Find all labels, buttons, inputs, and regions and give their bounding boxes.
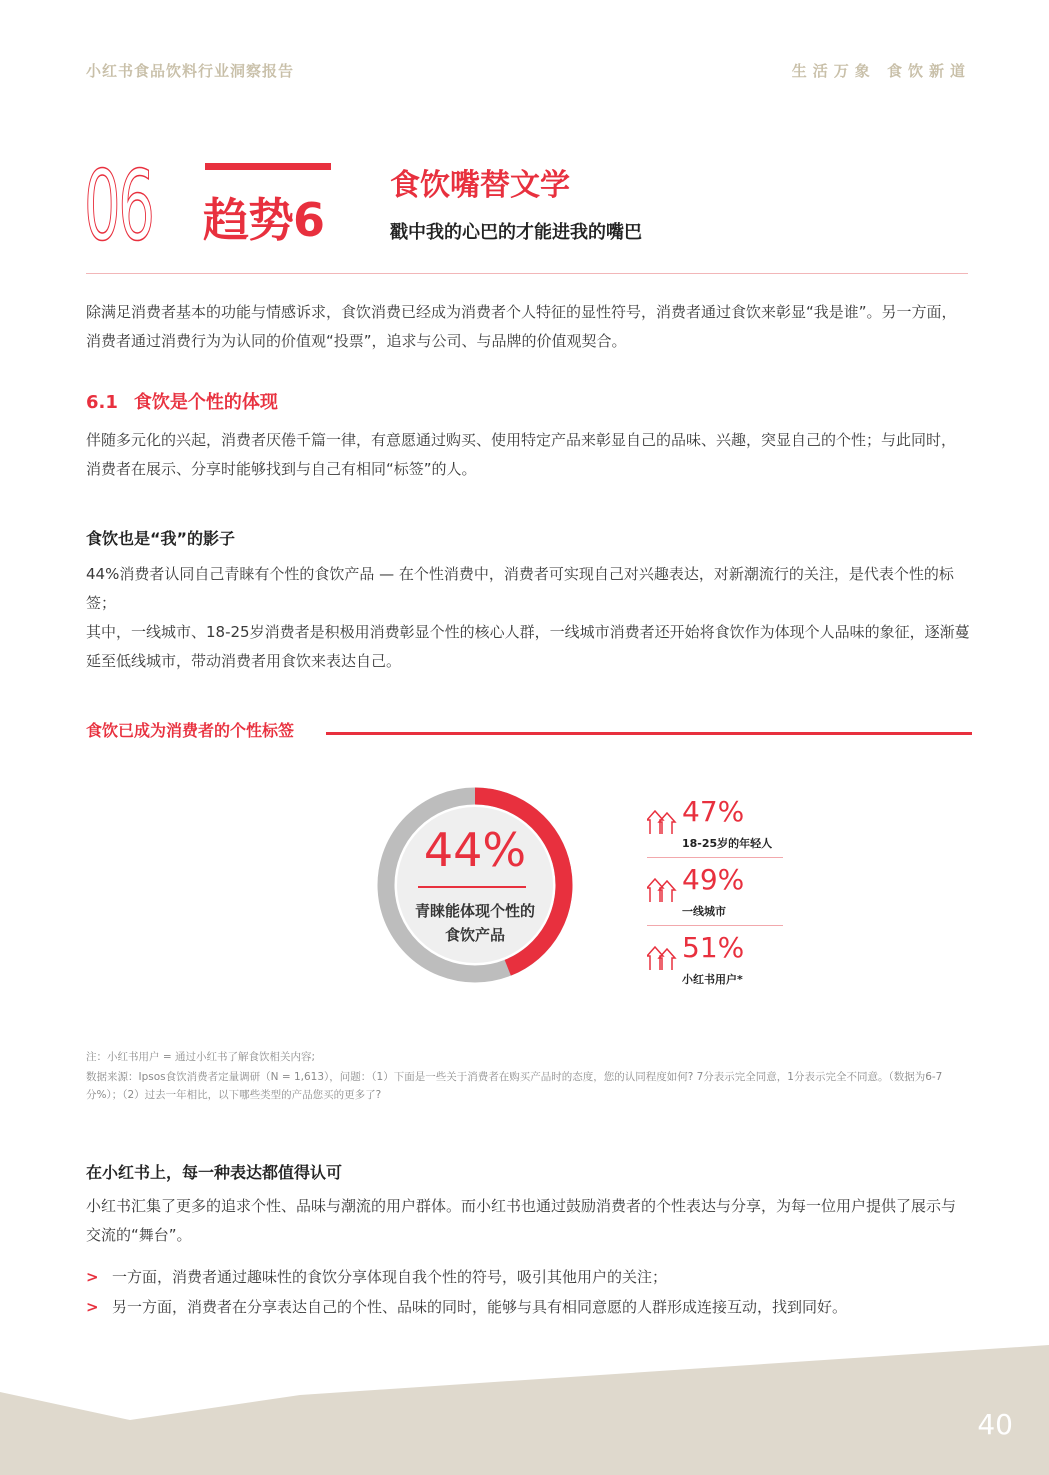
section-heading xyxy=(86,388,278,414)
footnote: 注：小红书用户 = 通过小红书了解食饮相关内容; xyxy=(86,1051,316,1063)
list-item-text: 一方面，消费者通过趣味性的食饮分享体现自我个性的符号，吸引其他用户的关注； xyxy=(112,1268,668,1286)
donut-label-line-1: 青睐能体现个性的 xyxy=(414,902,535,920)
chapter-number: 06 xyxy=(84,150,153,262)
chevron-right-icon: > xyxy=(86,1298,99,1316)
up-arrow-icon xyxy=(647,875,677,905)
intro-paragraph: 除满足消费者基本的功能与情感诉求，食饮消费已经成为消费者个人特征的显性符号，消费者通过食饮来彰显“我是谁”。另一方面，消费者通过消费行为为认同的价值观“投票”，追求与公司、与品牌的价值观契合。 xyxy=(86,303,957,350)
block2-heading: 在小红书上，每一种表达都值得认可 xyxy=(86,1163,343,1182)
chart-heading: 食饮已成为消费者的个性标签 xyxy=(86,721,295,740)
stat-label: 小红书用户* xyxy=(682,973,743,986)
chart-heading-rule xyxy=(326,732,972,735)
stat-divider xyxy=(647,857,783,858)
list-item xyxy=(86,1292,847,1322)
list-item xyxy=(86,1262,847,1292)
block2-paragraph: 小红书汇集了更多的追求个性、品味与潮流的用户群体。而小红书也通过鼓励消费者的个性表达与分享，为每一位用户提供了展示与交流的“舞台”。 xyxy=(86,1197,957,1244)
stat-value: 51% xyxy=(682,931,745,964)
stat-value: 49% xyxy=(682,863,745,896)
chevron-right-icon: > xyxy=(86,1268,99,1286)
data-source: 数据来源：Ipsos食饮消费者定量调研（N = 1,613），问题：（1）下面是一些关于消费者在购买产品时的态度，您的认同程度如何? 7分表示完全同意，1分表示完全不同意。（数据为6-7分%）；（2）过去一年相比，以下哪些类型的产品您买的更多了? xyxy=(86,1071,943,1101)
section-paragraph: 伴随多元化的兴起，消费者厌倦千篇一律，有意愿通过购买、使用特定产品来彰显自己的品味、兴趣，突显自己的个性；与此同时，消费者在展示、分享时能够找到与自己有相同“标签”的人。 xyxy=(86,431,957,478)
donut-label-line-2: 食饮产品 xyxy=(444,926,505,944)
stat-value: 47% xyxy=(682,795,745,828)
donut-chart xyxy=(377,787,573,983)
trend-label: 趋势6 xyxy=(203,193,325,247)
donut-center-value: 44% xyxy=(423,823,527,877)
bullet-list xyxy=(86,1262,847,1322)
block1-heading: 食饮也是“我”的影子 xyxy=(86,529,236,548)
report-slogan: 生活万象 食饮新道 xyxy=(791,62,971,80)
report-title: 小红书食品饮料行业洞察报告 xyxy=(86,62,295,80)
block1-line-2: 其中，一线城市、18-25岁消费者是积极用消费彰显个性的核心人群，一线城市消费者还开始将食饮作为体现个人品味的象征，逐渐蔓延至低线城市，带动消费者用食饮来表达自己。 xyxy=(86,623,970,670)
header-divider xyxy=(86,273,968,274)
donut-center-rule xyxy=(418,886,526,888)
block1-paragraph xyxy=(86,560,970,676)
stat-divider xyxy=(647,925,783,926)
chapter-subtitle: 戳中我的心巴的才能进我的嘴巴 xyxy=(390,222,642,243)
stat-label: 一线城市 xyxy=(682,905,726,918)
list-item-text: 另一方面，消费者在分享表达自己的个性、品味的同时，能够与具有相同意愿的人群形成连接互动，找到同好。 xyxy=(112,1298,848,1316)
donut-center-label xyxy=(397,899,553,947)
section-title: 食饮是个性的体现 xyxy=(133,392,278,413)
chapter-title: 食饮嘴替文学 xyxy=(390,168,570,203)
section-number: 6.1 xyxy=(86,392,118,413)
stat-label: 18-25岁的年轻人 xyxy=(682,837,773,850)
block1-line-1: 44%消费者认同自己青睐有个性的食饮产品 — 在个性消费中，消费者可实现自己对兴趣表达，对新潮流行的关注，是代表个性的标签； xyxy=(86,565,954,612)
up-arrow-icon xyxy=(647,943,677,973)
footer-decoration xyxy=(0,1340,1049,1475)
up-arrow-icon xyxy=(647,807,677,837)
page-number: 40 xyxy=(977,1408,1013,1441)
trend-accent-bar xyxy=(205,163,331,170)
